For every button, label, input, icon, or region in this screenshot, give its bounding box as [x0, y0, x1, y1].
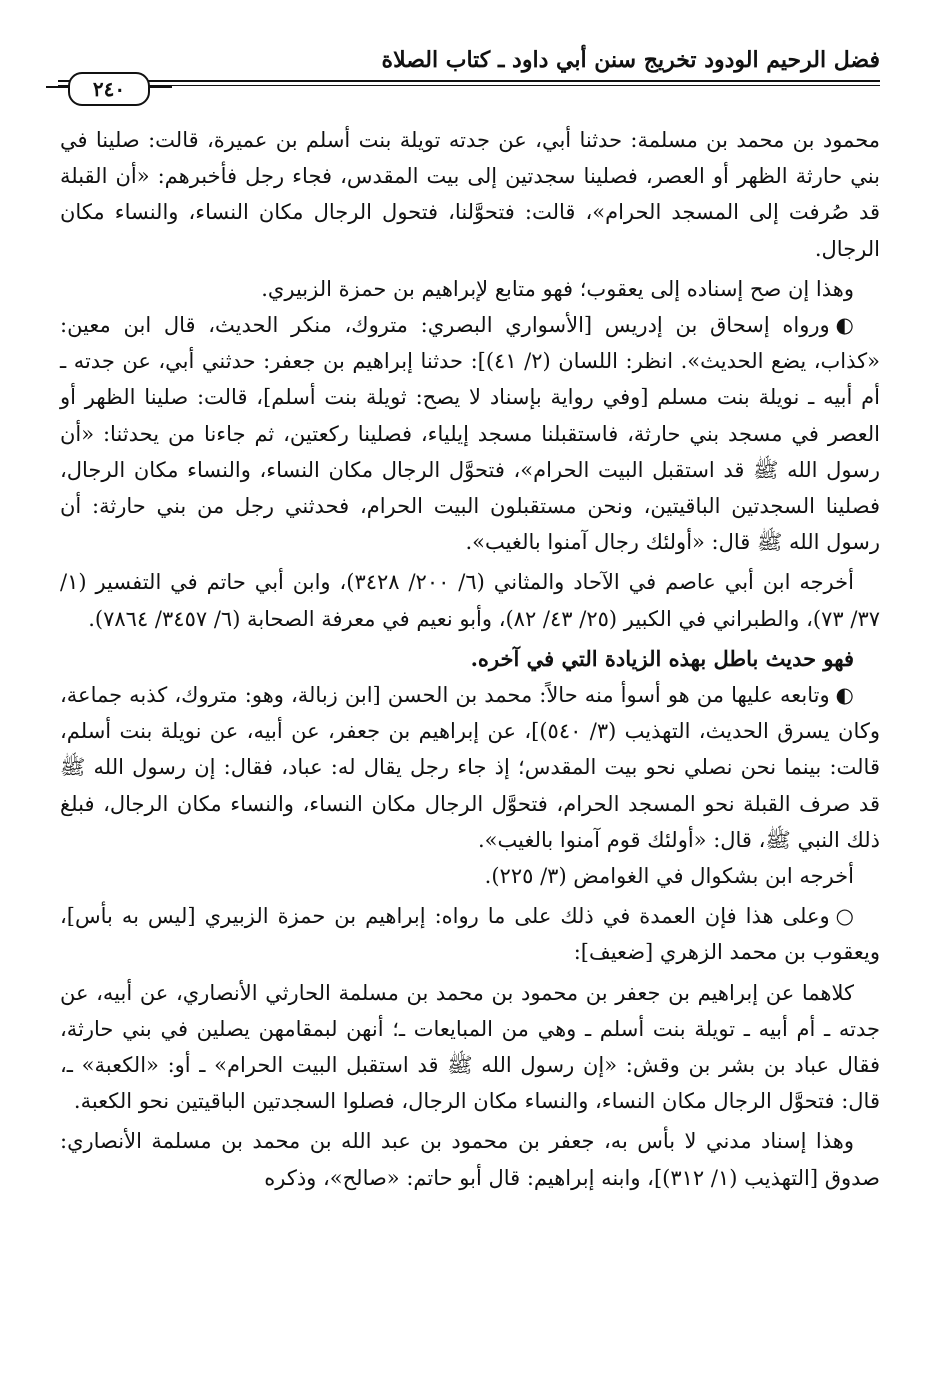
page-number: ٢٤٠ — [68, 72, 150, 106]
paragraph-2: وهذا إن صح إسناده إلى يعقوب؛ فهو متابع لإبراهيم بن حمزة الزبيري. — [261, 276, 854, 301]
paragraph-5: فهو حديث باطل بهذه الزيادة التي في آخره. — [470, 645, 854, 671]
paragraph-8 — [60, 898, 880, 970]
paragraph-7: أخرجه ابن بشكوال في الغوامض (٣/ ٢٢٥). — [484, 864, 854, 889]
header-rule — [58, 80, 880, 82]
running-title: فضل الرحيم الودود تخريج سنن أبي داود ـ كتاب الصلاة — [381, 47, 880, 73]
section-marker-icon: ◐ — [835, 312, 854, 338]
paragraph-1: محمود بن محمد بن مسلمة: حدثنا أبي، عن جدته تويلة بنت أسلم بن عميرة، قالت: صلينا في بني حارثة الظهر أو العصر، فصلينا سجدتين إلى بيت المقدس، فجاء رجل فأخبرهم: «أن القبلة قد صُرفت إلى المسجد الحرام»، قالت: فتحوَّلنا، فتحول الرجال مكان النساء، والنساء مكان الرجال. — [60, 128, 880, 261]
paragraph-4: أخرجه ابن أبي عاصم في الآحاد والمثاني (٦/ ٢٠٠/ ٣٤٢٨)، وابن أبي حاتم في التفسير (١/ ٣٧/ ٧٣)، والطبراني في الكبير (٢٥/ ٤٣/ ٨٢)، وأبو نعيم في معرفة الصحابة (٦/ ٣٤٥٧/ ٧٨٦٤). — [60, 570, 880, 631]
circle-marker-icon: ○ — [835, 903, 854, 929]
page-body — [60, 122, 880, 1196]
paragraph-3 — [60, 307, 880, 560]
paragraph-6 — [60, 677, 880, 858]
paragraph-9: كلاهما عن إبراهيم بن جعفر بن محمود بن محمد بن مسلمة الحارثي الأنصاري، عن أبيه، عن جدته ـ أم أبيه ـ تويلة بنت أسلم ـ وهي من المبايعات ـ؛ أنهن لبمقامهن يصلين في بني حارثة، فقال عباد بن بشر بن وقش: «إن رسول الله ﷺ قد استقبل البيت الحرام» ـ أو: «الكعبة» ـ، قال: فتحوَّل الرجال مكان النساء، والنساء مكان الرجال، فصلوا السجدتين الباقيتين نحو الكعبة. — [60, 980, 881, 1114]
paragraph-10: وهذا إسناد مدني لا بأس به، جعفر بن محمود بن عبد الله بن محمد بن مسلمة الأنصاري: صدوق [التهذيب (١/ ٣١٢)]، وابنه إبراهيم: قال أبو حاتم: «صالح»، وذكره — [60, 1129, 880, 1190]
header-rule-thin — [58, 85, 880, 86]
paragraph-3-text: ورواه إسحاق بن إدريس [الأسواري البصري: متروك، منكر الحديث، قال ابن معين: «كذاب، يضع الحديث». انظر: اللسان (٢/ ٤١)]: حدثنا إبراهيم بن جعفر: حدثني أبي، عن جدته ـ أم أبيه ـ نويلة بنت مسلم [وفي رواية بإسناد لا يصح: ثويلة بنت أسلم]، قالت: صلينا الظهر أو العصر في مسجد بني حارثة، فاستقبلنا مسجد إيلياء، فصلينا ركعتين، ثم جاءنا من يحدثنا: «أن رسول الله ﷺ قد استقبل البيت الحرام»، فتحوَّل الرجال مكان النساء، والنساء مكان الرجال، فصلينا السجدتين الباقيتين، ونحن مستقبلون البيت الحرام، فحدثني رجل من بني حارثة: أن رسول الله ﷺ قال: «أولئك رجال آمنوا بالغيب». — [60, 313, 880, 555]
paragraph-8-text: وعلى هذا فإن العمدة في ذلك على ما رواه: إبراهيم بن حمزة الزبيري [ليس به بأس]، ويعقوب بن محمد الزهري [ضعيف]: — [60, 904, 880, 965]
section-marker-icon: ◐ — [835, 682, 854, 708]
paragraph-6-text: وتابعه عليها من هو أسوأ منه حالاً: محمد بن الحسن [ابن زبالة، وهو: متروك، كذبه جماعة، وكان يسرق الحديث، التهذيب (٣/ ٥٤٠)]، عن إبراهيم بن جعفر، عن أبيه، عن نويلة بنت أسلم، قالت: بينما نحن نصلي نحو بيت المقدس؛ إذ جاء رجل يقال له: عباد، فقال: إن رسول الله ﷺ قد صرف القبلة نحو المسجد الحرام، فتحوَّل الرجال مكان النساء، والنساء مكان الرجال، فبلغ ذلك النبي ﷺ، قال: «أولئك قوم آمنوا بالغيب». — [60, 683, 880, 852]
page-header — [58, 44, 880, 102]
